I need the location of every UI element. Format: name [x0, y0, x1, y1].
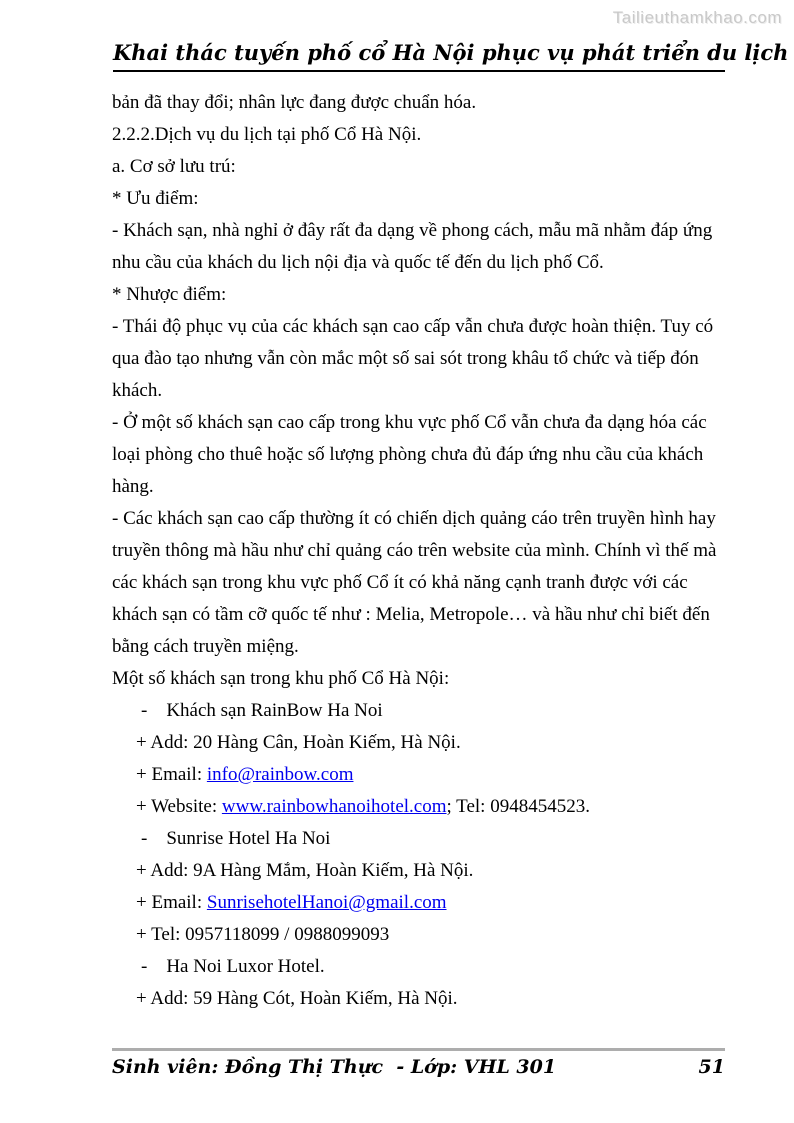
text-line — [112, 727, 725, 759]
page-footer — [112, 1048, 725, 1078]
text-line — [112, 503, 725, 535]
text-segment: khách. — [112, 380, 163, 401]
text-line — [112, 215, 725, 247]
text-segment: Một số khách sạn trong khu phố Cổ Hà Nội: — [112, 668, 450, 689]
page-header — [113, 40, 789, 72]
text-segment: - Ha Noi Luxor Hotel. — [141, 956, 325, 977]
text-segment: + Email: — [136, 764, 207, 785]
text-segment: - Các khách sạn cao cấp thường ít có chiến dịch quảng cáo trên truyền hình hay — [112, 508, 716, 529]
text-line — [112, 599, 725, 631]
text-segment: + Website: — [136, 796, 222, 817]
text-line — [112, 247, 725, 279]
text-segment: khách sạn có tầm cỡ quốc tế như : Melia, Metropole… và hầu như chỉ biết đến — [112, 604, 710, 625]
text-line — [112, 791, 725, 823]
text-line — [112, 407, 725, 439]
text-segment: - Khách sạn, nhà nghỉ ở đây rất đa dạng về phong cách, mẫu mã nhằm đáp ứng — [112, 220, 713, 241]
text-segment: nhu cầu của khách du lịch nội địa và quốc tế đến du lịch phố Cổ. — [112, 252, 604, 273]
text-line — [112, 823, 725, 855]
text-line — [112, 439, 725, 471]
text-segment: 2.2.2.Dịch vụ du lịch tại phố Cổ Hà Nội. — [112, 124, 422, 145]
text-segment: truyền thông mà hầu như chỉ quảng cáo trên website của mình. Chính vì thế mà — [112, 540, 717, 561]
text-segment: + Add: 20 Hàng Cân, Hoàn Kiếm, Hà Nội. — [136, 732, 461, 753]
text-line — [112, 183, 725, 215]
header-title: Khai thác tuyến phố cổ Hà Nội phục vụ phát triển du lịch — [113, 40, 789, 65]
footer-author: Sinh viên: Đồng Thị Thực - Lớp: VHL 301 — [112, 1056, 557, 1078]
text-segment: ; Tel: 0948454523. — [446, 796, 590, 817]
text-line — [112, 119, 725, 151]
text-line — [112, 855, 725, 887]
text-line — [112, 375, 725, 407]
watermark: Tailieuthamkhao.com — [612, 8, 782, 27]
text-segment: bản đã thay đổi; nhân lực đang được chuẩn hóa. — [112, 92, 477, 113]
text-segment: + Add: 9A Hàng Mắm, Hoàn Kiếm, Hà Nội. — [136, 860, 474, 881]
website-link-rainbow[interactable]: www.rainbowhanoihotel.com — [221, 796, 447, 817]
text-segment: + Add: 59 Hàng Cót, Hoàn Kiếm, Hà Nội. — [136, 988, 458, 1009]
text-segment: hàng. — [112, 476, 154, 497]
text-segment: a. Cơ sở lưu trú: — [112, 156, 236, 177]
text-segment: + Tel: 0957118099 / 0988099093 — [136, 924, 390, 945]
text-segment: + Email: — [136, 892, 207, 913]
text-segment: * Nhược điểm: — [112, 284, 227, 305]
text-line — [112, 343, 725, 375]
text-line — [112, 919, 725, 951]
email-link-sunrise[interactable]: SunrisehotelHanoi@gmail.com — [206, 892, 447, 913]
text-line — [112, 951, 725, 983]
text-line — [112, 151, 725, 183]
text-segment: * Ưu điểm: — [112, 188, 199, 209]
text-segment: - Sunrise Hotel Ha Noi — [141, 828, 331, 849]
text-line — [112, 567, 725, 599]
text-line — [112, 983, 725, 1015]
text-segment: - Khách sạn RainBow Ha Noi — [141, 700, 383, 721]
text-segment: các khách sạn trong khu vực phố Cổ ít có khả năng cạnh tranh được với các — [112, 572, 688, 593]
text-line — [112, 535, 725, 567]
text-line — [112, 663, 725, 695]
text-line — [112, 311, 725, 343]
text-segment: loại phòng cho thuê hoặc số lượng phòng chưa đủ đáp ứng nhu cầu của khách — [112, 444, 704, 465]
text-segment: - Ở một số khách sạn cao cấp trong khu vực phố Cổ vẫn chưa đa dạng hóa các — [112, 412, 707, 433]
text-line — [112, 887, 725, 919]
text-line — [112, 695, 725, 727]
text-line — [112, 471, 725, 503]
text-line — [112, 759, 725, 791]
text-segment: - Thái độ phục vụ của các khách sạn cao cấp vẫn chưa được hoàn thiện. Tuy có — [112, 316, 714, 337]
page-number: 51 — [698, 1056, 725, 1078]
text-segment: qua đào tạo nhưng vẫn còn mắc một số sai sót trong khâu tổ chức và tiếp đón — [112, 348, 699, 369]
text-segment: bằng cách truyền miệng. — [112, 636, 299, 657]
text-line — [112, 631, 725, 663]
email-link-rainbow[interactable]: info@rainbow.com — [206, 764, 354, 785]
text-line — [112, 279, 725, 311]
document-body — [112, 87, 725, 1015]
text-line — [112, 87, 725, 119]
